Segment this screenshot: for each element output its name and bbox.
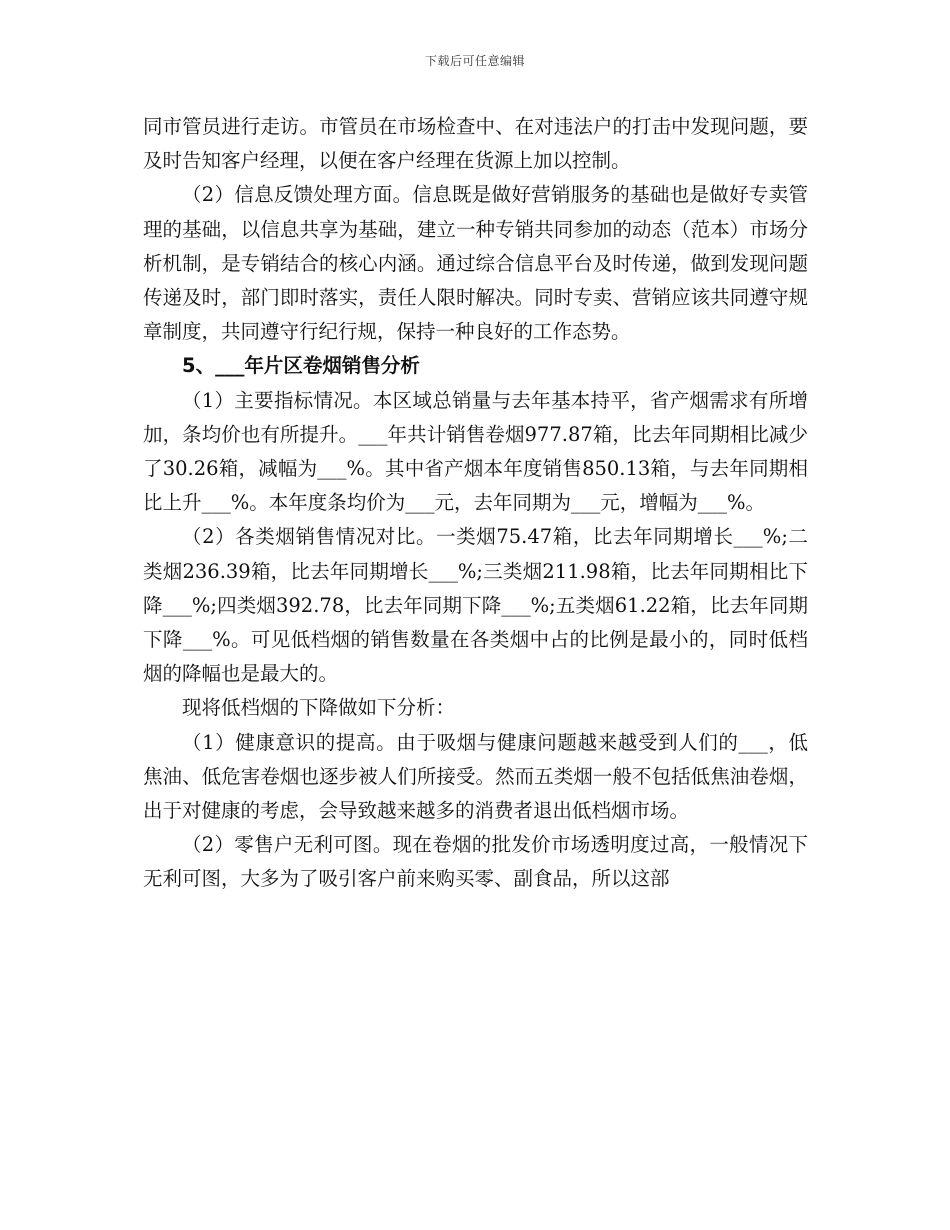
paragraph-7: （2）零售户无利可图。现在卷烟的批发价市场透明度过高，一般情况下无利可图，大多为了吸引客户前来购买零、副食品，所以这部 bbox=[143, 833, 808, 891]
page-header: 下载后可任意编辑 bbox=[424, 54, 525, 68]
paragraph-1: 同市管员进行走访。市管员在市场检查中、在对违法户的打击中发现问题，要及时告知客户经理，以便在客户经理在货源上加以控制。 bbox=[143, 115, 808, 173]
document-body bbox=[143, 110, 808, 897]
paragraph-5: 现将低档烟的下降做如下分析： bbox=[182, 696, 456, 720]
paragraph-3: （1）主要指标情况。本区域总销量与去年基本持平，省产烟需求有所增加，条均价也有所提升。___年共计销售卷烟977.87箱，比去年同期相比减少了30.26箱，减幅为___%。其中省产烟本年度销售850.13箱，与去年同期相比上升___%。本年度条均价为___元，去年同期为___元，增幅为___%。 bbox=[143, 388, 808, 515]
paragraph-4: （2）各类烟销售情况对比。一类烟75.47箱，比去年同期增长___%;二类烟236.39箱，比去年同期增长___%;三类烟211.98箱，比去年同期相比下降___%;四类烟392.78，比去年同期下降___%;五类烟61.22箱，比去年同期下降___%。可见低档烟的销售数量在各类烟中占的比例是最小的，同时低档烟的降幅也是最大的。 bbox=[143, 525, 808, 686]
section-heading: 5、___年片区卷烟销售分析 bbox=[182, 354, 420, 378]
paragraph-2: （2）信息反馈处理方面。信息既是做好营销服务的基础也是做好专卖管理的基础，以信息共享为基础，建立一种专销共同参加的动态（范本）市场分析机制，是专销结合的核心内涵。通过综合信息平台及时传递，做到发现问题传递及时，部门即时落实，责任人限时解决。同时专卖、营销应该共同遵守规章制度，共同遵守行纪行规，保持一种良好的工作态势。 bbox=[143, 183, 808, 344]
paragraph-6: （1）健康意识的提高。由于吸烟与健康问题越来越受到人们的___，低焦油、低危害卷烟也逐步被人们所接受。然而五类烟一般不包括低焦油卷烟，出于对健康的考虑，会导致越来越多的消费者退出低档烟市场。 bbox=[143, 730, 808, 823]
